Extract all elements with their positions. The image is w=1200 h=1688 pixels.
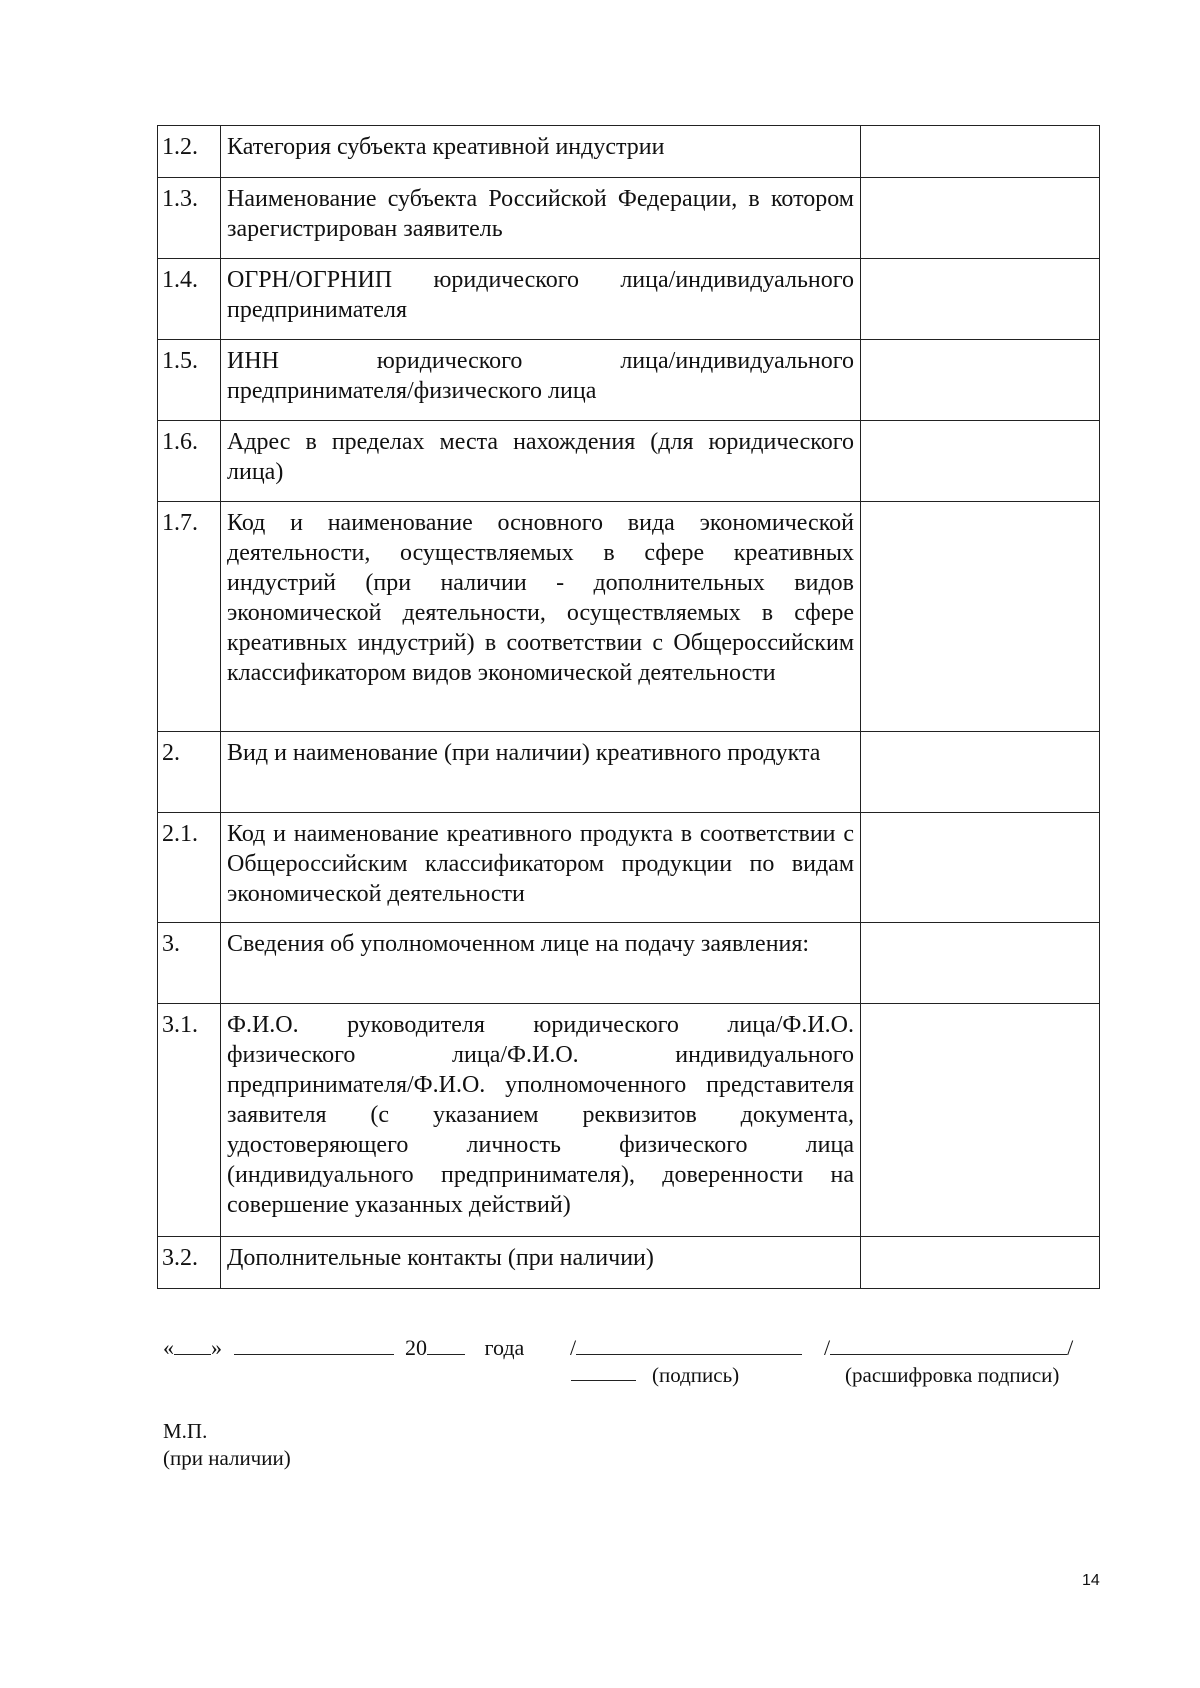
row-description: ИНН юридического лица/индивидуального предпринимателя/физического лица	[221, 340, 861, 421]
row-description: Код и наименование креативного продукта в соответствии с Общероссийским классификатором продукции по видам экономической деятельности	[221, 813, 861, 923]
row-description: Наименование субъекта Российской Федерации, в котором зарегистрирован заявитель	[221, 178, 861, 259]
table-row	[158, 1237, 1100, 1289]
day-blank[interactable]	[174, 1334, 211, 1355]
row-value-field[interactable]	[861, 421, 1100, 502]
row-value-field[interactable]	[861, 813, 1100, 923]
table-row	[158, 178, 1100, 259]
table-row	[158, 502, 1100, 732]
stamp-label: М.П.	[163, 1419, 208, 1443]
decoding-field	[824, 1334, 1073, 1361]
row-description: ОГРН/ОГРНИП юридического лица/индивидуального предпринимателя	[221, 259, 861, 340]
month-blank[interactable]	[234, 1334, 394, 1355]
row-description: Сведения об уполномоченном лице на подачу заявления:	[221, 923, 861, 1004]
row-description: Адрес в пределах места нахождения (для юридического лица)	[221, 421, 861, 502]
year-suffix: года	[484, 1335, 525, 1360]
row-number: 2.	[158, 732, 221, 813]
row-number: 3.1.	[158, 1004, 221, 1237]
row-description: Дополнительные контакты (при наличии)	[221, 1237, 861, 1289]
decoding-blank[interactable]	[830, 1334, 1067, 1355]
stamp-block	[163, 1418, 291, 1472]
row-number: 3.	[158, 923, 221, 1004]
row-number: 1.7.	[158, 502, 221, 732]
table-row	[158, 421, 1100, 502]
row-description: Ф.И.О. руководителя юридического лица/Ф.И.О. физического лица/Ф.И.О. индивидуального предпринимателя/Ф.И.О. уполномоченного представителя заявителя (с указанием реквизитов документа, удостоверяющего личность физического лица (индивидуального предпринимателя), доверенности на совершение указанных действий)	[221, 1004, 861, 1237]
row-number: 1.4.	[158, 259, 221, 340]
table-row	[158, 813, 1100, 923]
signature-blank[interactable]	[576, 1334, 802, 1355]
date-signature-line	[163, 1334, 524, 1361]
table-row	[158, 126, 1100, 178]
table-row	[158, 923, 1100, 1004]
table-row	[158, 340, 1100, 421]
row-value-field[interactable]	[861, 502, 1100, 732]
quote-close: »	[211, 1335, 222, 1360]
row-value-field[interactable]	[861, 1237, 1100, 1289]
signature-caption: (подпись)	[652, 1363, 740, 1387]
table-row	[158, 259, 1100, 340]
row-value-field[interactable]	[861, 732, 1100, 813]
row-description: Категория субъекта креативной индустрии	[221, 126, 861, 178]
row-description: Вид и наименование (при наличии) креативного продукта	[221, 732, 861, 813]
row-value-field[interactable]	[861, 1004, 1100, 1237]
table-row	[158, 1004, 1100, 1237]
application-form-table	[157, 125, 1100, 1289]
row-number: 1.3.	[158, 178, 221, 259]
table-row	[158, 732, 1100, 813]
row-value-field[interactable]	[861, 340, 1100, 421]
row-value-field[interactable]	[861, 923, 1100, 1004]
row-number: 2.1.	[158, 813, 221, 923]
row-number: 3.2.	[158, 1237, 221, 1289]
row-number: 1.6.	[158, 421, 221, 502]
row-description: Код и наименование основного вида экономической деятельности, осуществляемых в сфере креативных индустрий (при наличии - дополнительных видов экономической деятельности, осуществляемых в сфере креативных индустрий) в соответствии с Общероссийским классификатором видов экономической деятельности	[221, 502, 861, 732]
slash-3: /	[1067, 1335, 1074, 1360]
row-value-field[interactable]	[861, 126, 1100, 178]
signature-field	[570, 1334, 802, 1361]
signature-underline-short	[571, 1360, 636, 1381]
year-blank[interactable]	[427, 1334, 465, 1355]
decoding-caption: (расшифровка подписи)	[845, 1363, 1060, 1387]
row-number: 1.2.	[158, 126, 221, 178]
quote-open: «	[163, 1335, 174, 1360]
year-prefix: 20	[405, 1335, 427, 1360]
row-value-field[interactable]	[861, 259, 1100, 340]
slash-1: /	[570, 1335, 577, 1360]
row-value-field[interactable]	[861, 178, 1100, 259]
page-number: 14	[1082, 1572, 1100, 1589]
row-number: 1.5.	[158, 340, 221, 421]
form-rows	[158, 126, 1100, 1289]
stamp-note: (при наличии)	[163, 1446, 291, 1470]
slash-2: /	[824, 1335, 831, 1360]
